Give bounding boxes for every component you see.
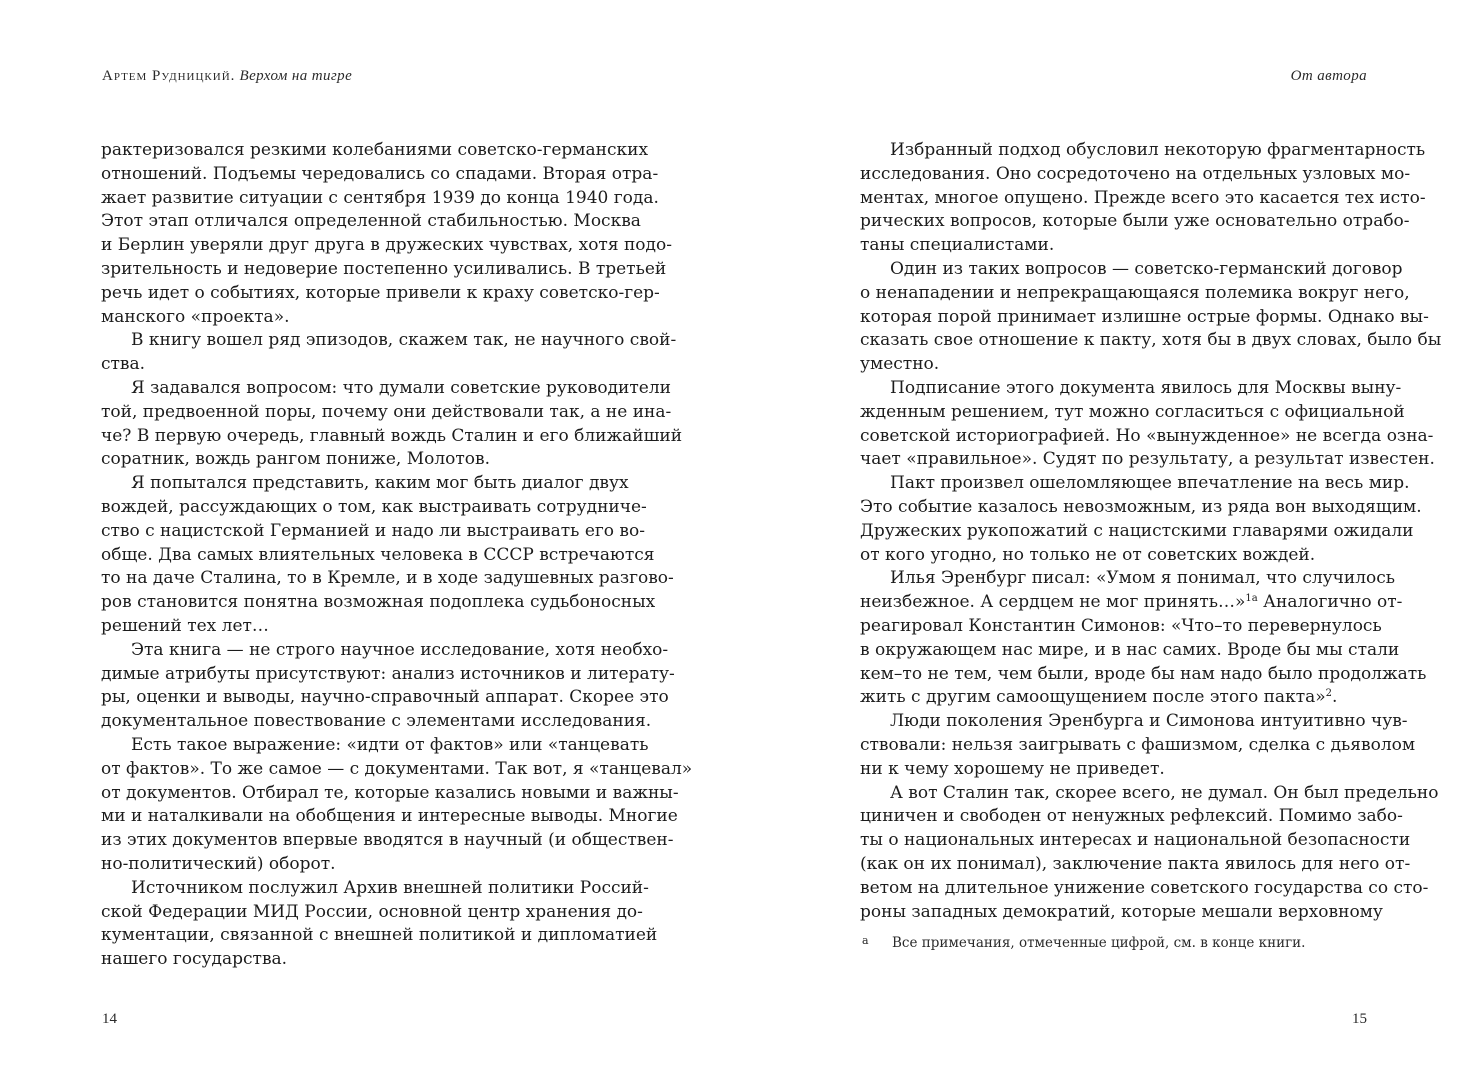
text-line: Избранный подход обусловил некоторую фрагментарность	[890, 140, 1426, 160]
text-line: ветом на длительное унижение советского государства со сто-	[860, 877, 1429, 898]
text-fragment: Аналогично от-	[1257, 592, 1403, 613]
text-line: Я попытался представить, каким мог быть диалог двух	[131, 473, 629, 494]
footnote-marker: а	[862, 934, 869, 947]
text-line: то на даче Сталина, то в Кремле, и в ходе задушевных разгово-	[101, 568, 674, 589]
text-fragment: .	[1332, 687, 1338, 708]
text-line: че? В первую очередь, главный вождь Сталин и его ближайший	[101, 425, 683, 446]
text-line: о ненападении и непрекращающаяся полемика вокруг него,	[860, 282, 1410, 303]
text-line: кем–то не тем, чем были, вроде бы нам надо было продолжать	[860, 663, 1427, 684]
text-fragment: жить с другим самоощущением после этого пакта»	[860, 687, 1326, 708]
right-page-text	[860, 139, 1442, 924]
text-line: жденным решением, тут можно согласиться с официальной	[860, 401, 1405, 422]
running-head-right: От автора	[1290, 68, 1367, 84]
footnote-text: Все примечания, отмеченные цифрой, см. в конце книги.	[892, 935, 1306, 951]
text-line: ства.	[101, 354, 146, 375]
page-number-right: 15	[1352, 1011, 1367, 1027]
text-line: уместно.	[860, 354, 940, 375]
text-line: Илья Эренбург писал: «Умом я понимал, что случилось	[890, 568, 1396, 589]
text-line: ры, оценки и выводы, научно-справочный аппарат. Скорее это	[101, 687, 669, 708]
text-line: димые атрибуты присутствуют: анализ источников и литерату-	[101, 663, 675, 684]
text-line: В книгу вошел ряд эпизодов, скажем так, не научного свой-	[131, 330, 677, 351]
text-line: Я задавался вопросом: что думали советские руководители	[131, 377, 671, 398]
text-line: обще. Два самых влиятельных человека в СССР встречаются	[101, 544, 655, 565]
text-line: советской историографией. Но «вынужденное» не всегда озна-	[860, 425, 1434, 446]
footnote	[862, 934, 1372, 951]
book-title: Верхом на тигре	[239, 68, 353, 84]
note-reference: 1а	[1245, 593, 1258, 605]
text-line: сказать свое отношение к пакту, хотя бы в двух словах, было бы	[860, 330, 1442, 351]
page-number-left: 14	[102, 1011, 117, 1027]
text-line: ской Федерации МИД России, основной центр хранения до-	[101, 901, 643, 922]
left-page-text	[101, 139, 693, 972]
text-line: жает развитие ситуации с сентября 1939 до конца 1940 года.	[101, 187, 659, 208]
text-line: но-политический) оборот.	[101, 853, 336, 874]
text-line: ствовали: нельзя заигрывать с фашизмом, сделка с дьяволом	[860, 734, 1416, 755]
text-line: ни к чему хорошему не приведет.	[860, 758, 1165, 779]
text-line: которая порой принимает излишне острые формы. Однако вы-	[860, 306, 1429, 327]
text-line: А вот Сталин так, скорее всего, не думал. Он был предельно	[890, 782, 1439, 803]
text-line: отношений. Подъемы чередовались со спадами. Вторая отра-	[101, 163, 659, 184]
author-name: Артем Рудницкий.	[102, 68, 236, 84]
text-line: кументации, связанной с внешней политикой и дипломатией	[101, 925, 658, 946]
text-line: циничен и свободен от ненужных рефлексий. Помимо забо-	[860, 806, 1403, 827]
text-line: Люди поколения Эренбурга и Симонова интуитивно чув-	[890, 711, 1408, 732]
text-line: Эта книга — не строго научное исследование, хотя необхо-	[131, 639, 669, 660]
text-fragment: неизбежное. А сердцем не мог принять…»	[860, 592, 1246, 613]
text-line: нашего государства.	[101, 949, 288, 970]
text-line: от кого угодно, но только не от советских вождей.	[860, 544, 1316, 565]
text-line: Дружеских рукопожатий с нацистскими главарями ожидали	[860, 520, 1414, 541]
text-line: Пакт произвел ошеломляющее впечатление на весь мир.	[890, 473, 1410, 494]
text-line: Один из таких вопросов — советско-германский договор	[890, 258, 1403, 279]
text-line: чает «правильное». Судят по результату, а результат известен.	[860, 449, 1435, 470]
text-line: в окружающем нас мире, и в нас самих. Вроде бы мы стали	[860, 639, 1400, 660]
text-line: реагировал Константин Симонов: «Что–то перевернулось	[860, 615, 1382, 636]
text-line: решений тех лет…	[101, 615, 269, 636]
text-line: Это событие казалось невозможным, из ряда вон выходящим.	[860, 496, 1422, 517]
text-line: из этих документов впервые вводятся в научный (и обществен-	[101, 830, 674, 851]
text-line: речь идет о событиях, которые привели к краху советско-гер-	[101, 282, 660, 303]
text-line-with-note	[860, 591, 1403, 615]
text-line: Есть такое выражение: «идти от фактов» или «танцевать	[131, 734, 649, 755]
text-line: таны специалистами.	[860, 235, 1055, 256]
text-line: рактеризовался резкими колебаниями советско-германских	[101, 140, 649, 160]
text-line: Источником послужил Архив внешней политики Россий-	[131, 877, 649, 898]
text-line: исследования. Оно сосредоточено на отдельных узловых мо-	[860, 163, 1411, 184]
text-line: от документов. Отбирал те, которые казались новыми и важны-	[101, 782, 679, 803]
text-line: манского «проекта».	[101, 306, 290, 327]
text-line: ты о национальных интересах и национальной безопасности	[860, 830, 1411, 851]
text-line: от фактов». То же самое — с документами. Так вот, я «танцевал»	[101, 758, 693, 779]
text-line: той, предвоенной поры, почему они действовали так, а не ина-	[101, 401, 672, 422]
text-line: вождей, рассуждающих о том, как выстраивать сотрудниче-	[101, 496, 647, 517]
text-line: рических вопросов, которые были уже основательно отрабо-	[860, 211, 1410, 232]
text-line: и Берлин уверяли друг друга в дружеских чувствах, хотя подо-	[101, 235, 672, 256]
note-reference: 2	[1325, 688, 1333, 700]
text-line: ментах, многое опущено. Прежде всего это касается тех исто-	[860, 187, 1426, 208]
text-line: Подписание этого документа явилось для Москвы выну-	[890, 377, 1402, 398]
text-line: соратник, вождь рангом пониже, Молотов.	[101, 449, 490, 470]
text-line: зрительность и недоверие постепенно усиливались. В третьей	[101, 258, 667, 279]
text-line: (как он их понимал), заключение пакта явилось для него от-	[860, 853, 1411, 874]
running-head-left	[102, 68, 352, 85]
text-line: документальное повествование с элементами исследования.	[101, 711, 652, 732]
text-line-with-note	[860, 686, 1368, 710]
text-line: ми и наталкивали на обобщения и интересные выводы. Многие	[101, 806, 678, 827]
text-line: ство с нацистской Германией и надо ли выстраивать его во-	[101, 520, 645, 541]
text-line: Этот этап отличался определенной стабильностью. Москва	[101, 211, 641, 232]
text-line: роны западных демократий, которые мешали верховному	[860, 901, 1383, 922]
text-line: ров становится понятна возможная подоплека судьбоносных	[101, 592, 656, 613]
